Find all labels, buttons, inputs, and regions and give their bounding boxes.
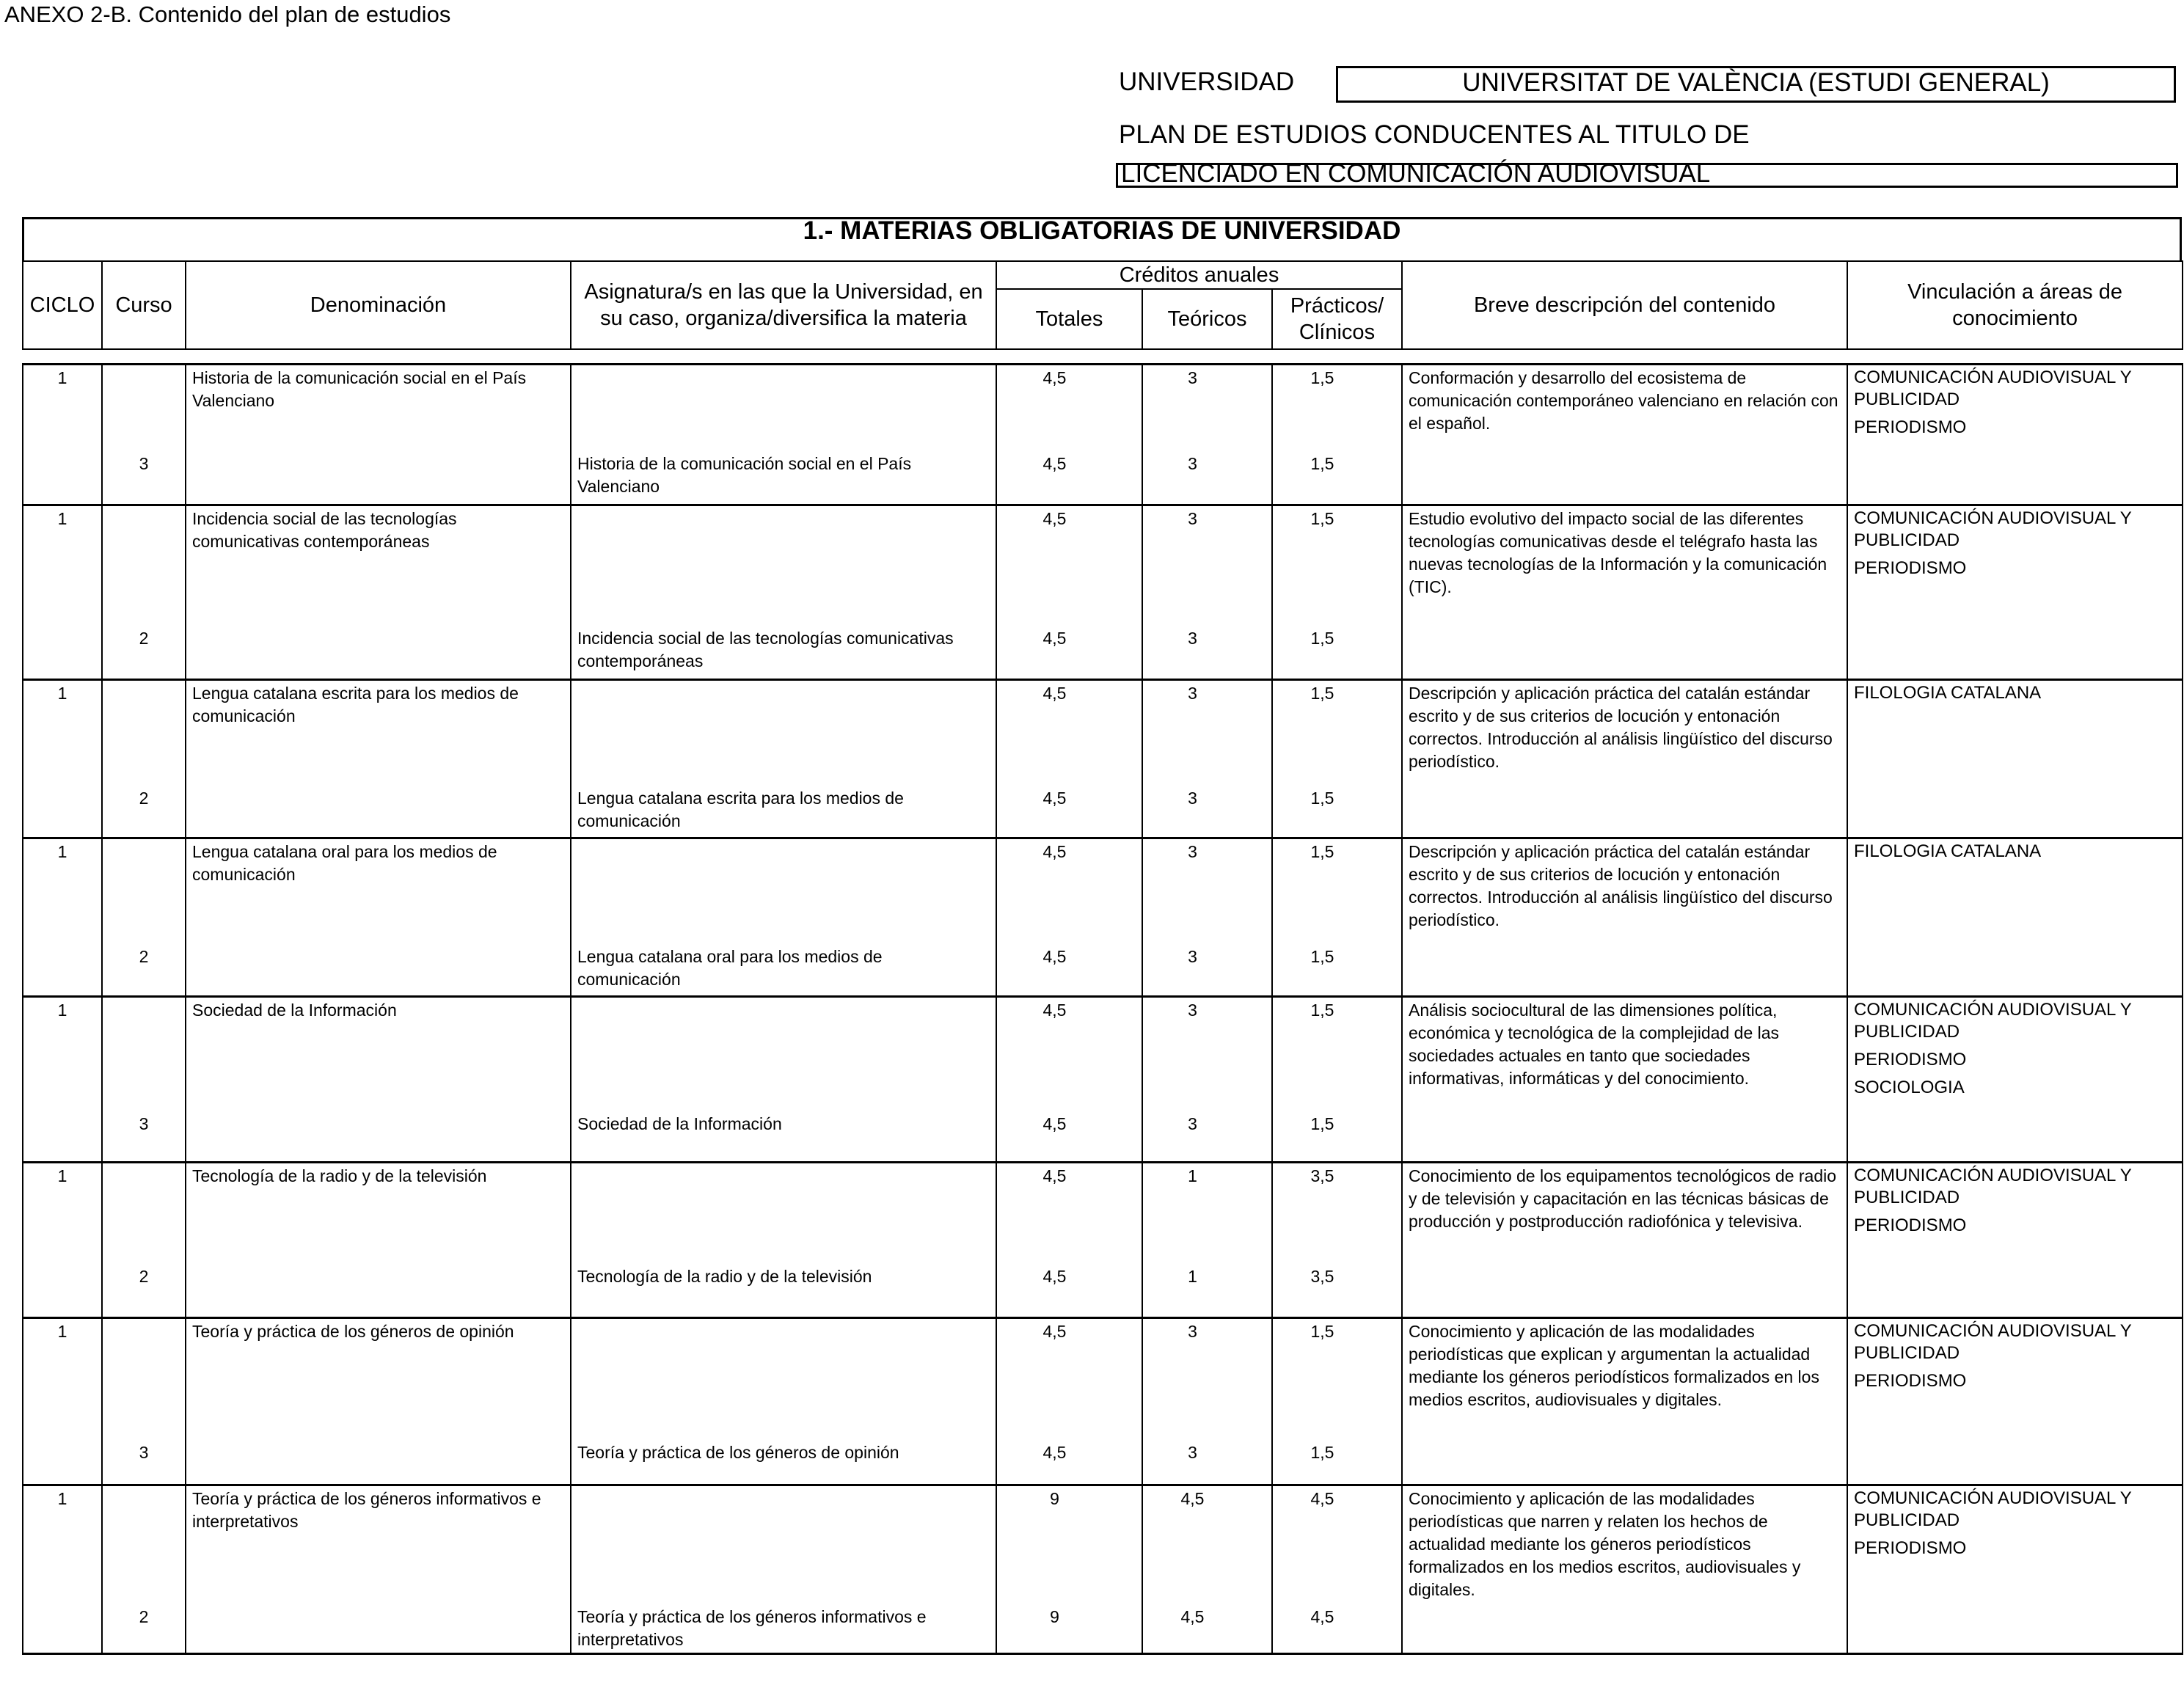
curso-cell: 2: [102, 626, 186, 680]
teoricos-cell: 3: [1142, 786, 1272, 838]
asignatura-cell: [571, 1485, 996, 1604]
areas-cell: [1847, 786, 2183, 838]
curso-cell: [102, 505, 186, 626]
asignatura-cell: Lengua catalana oral para los medios de comunicación: [571, 944, 996, 997]
ciclo-cell: [23, 1440, 102, 1485]
teoricos-cell: 3: [1142, 680, 1272, 786]
totales-cell: 4,5: [996, 1318, 1142, 1440]
col-totales: Totales: [996, 289, 1142, 349]
totales-cell: 4,5: [996, 626, 1142, 680]
titulo-value: LICENCIADO EN COMUNICACIÓN AUDIOVISUAL: [1116, 163, 2178, 188]
asignatura-cell: Incidencia social de las tecnologías comunicativas contemporáneas: [571, 626, 996, 680]
area-item: COMUNICACIÓN AUDIOVISUAL Y PUBLICIDAD: [1854, 508, 2132, 550]
col-asignatura: Asignatura/s en las que la Universidad, en su caso, organiza/diversifica la materia: [571, 261, 996, 349]
areas-cell: [1847, 451, 2183, 505]
ciclo-cell: [23, 451, 102, 505]
col-teoricos: Teóricos: [1142, 289, 1272, 349]
denominacion-cell: [186, 626, 571, 680]
totales-cell: 4,5: [996, 1163, 1142, 1264]
areas-cell: [1847, 505, 2183, 626]
col-practicos: Prácticos/ Clínicos: [1272, 289, 1402, 349]
teoricos-cell: 4,5: [1142, 1485, 1272, 1604]
practicos-cell: 1,5: [1272, 365, 1402, 451]
totales-cell: 4,5: [996, 451, 1142, 505]
area-item: COMUNICACIÓN AUDIOVISUAL Y PUBLICIDAD: [1854, 1488, 2132, 1530]
teoricos-cell: 3: [1142, 838, 1272, 944]
universidad-label: UNIVERSIDAD: [1119, 67, 1295, 96]
denominacion-cell: [186, 451, 571, 505]
ciclo-cell: 1: [23, 505, 102, 626]
col-descripcion: Breve descripción del contenido: [1402, 261, 1847, 349]
practicos-cell: 1,5: [1272, 944, 1402, 997]
asignatura-cell: Teoría y práctica de los géneros de opinión: [571, 1440, 996, 1485]
descripcion-cell: [1402, 1440, 1847, 1485]
teoricos-cell: 3: [1142, 365, 1272, 451]
totales-cell: 4,5: [996, 505, 1142, 626]
asignatura-cell: [571, 680, 996, 786]
col-creditos: Créditos anuales: [996, 261, 1402, 289]
ciclo-cell: [23, 1264, 102, 1318]
teoricos-cell: 3: [1142, 997, 1272, 1111]
denominacion-cell: [186, 944, 571, 997]
practicos-cell: 1,5: [1272, 838, 1402, 944]
curso-cell: 2: [102, 944, 186, 997]
area-item: SOCIOLOGIA: [1854, 1078, 1965, 1097]
totales-cell: 4,5: [996, 838, 1142, 944]
curso-cell: [102, 365, 186, 451]
totales-cell: 4,5: [996, 786, 1142, 838]
asignatura-cell: [571, 997, 996, 1111]
asignatura-cell: Lengua catalana escrita para los medios de comunicación: [571, 786, 996, 838]
asignatura-cell: Tecnología de la radio y de la televisión: [571, 1264, 996, 1318]
totales-cell: 9: [996, 1485, 1142, 1604]
practicos-cell: 1,5: [1272, 1111, 1402, 1163]
descripcion-cell: [1402, 1604, 1847, 1654]
denominacion-cell: [186, 1111, 571, 1163]
table-row: [23, 1440, 2183, 1485]
denominacion-cell: [186, 1440, 571, 1485]
areas-cell: [1847, 944, 2183, 997]
col-ciclo: CICLO: [23, 261, 102, 349]
practicos-cell: 1,5: [1272, 626, 1402, 680]
ciclo-cell: 1: [23, 1163, 102, 1264]
areas-cell: [1847, 838, 2183, 944]
curso-cell: 2: [102, 786, 186, 838]
teoricos-cell: 1: [1142, 1163, 1272, 1264]
curso-cell: [102, 680, 186, 786]
descripcion-cell: Descripción y aplicación práctica del catalán estándar escrito y de sus criterios de locución y entonación correctos. Introducción al análisis lingüístico del discurso periodístico.: [1402, 838, 1847, 944]
practicos-cell: 3,5: [1272, 1163, 1402, 1264]
totales-cell: 4,5: [996, 1111, 1142, 1163]
col-curso: Curso: [102, 261, 186, 349]
table-header: [22, 260, 2183, 350]
denominacion-cell: Lengua catalana oral para los medios de comunicación: [186, 838, 571, 944]
area-item: PERIODISMO: [1854, 417, 1967, 437]
practicos-cell: 3,5: [1272, 1264, 1402, 1318]
col-vinculacion: Vinculación a áreas de conocimiento: [1847, 261, 2183, 349]
area-item: PERIODISMO: [1854, 1538, 1967, 1558]
descripcion-cell: Conformación y desarrollo del ecosistema de comunicación contemporáneo valenciano en relación con el español.: [1402, 365, 1847, 451]
areas-cell: [1847, 1440, 2183, 1485]
table-row: [23, 1318, 2183, 1440]
teoricos-cell: 3: [1142, 1440, 1272, 1485]
teoricos-cell: 3: [1142, 451, 1272, 505]
descripcion-cell: [1402, 786, 1847, 838]
practicos-cell: 1,5: [1272, 1318, 1402, 1440]
ciclo-cell: [23, 1111, 102, 1163]
practicos-cell: 1,5: [1272, 1440, 1402, 1485]
practicos-cell: 1,5: [1272, 451, 1402, 505]
curso-cell: 2: [102, 1604, 186, 1654]
area-item: COMUNICACIÓN AUDIOVISUAL Y PUBLICIDAD: [1854, 368, 2132, 409]
descripcion-cell: Estudio evolutivo del impacto social de las diferentes tecnologías comunicativas desde el telégrafo hasta las nuevas tecnologías de la Información y la comunicación (TIC).: [1402, 505, 1847, 626]
area-item: PERIODISMO: [1854, 558, 1967, 578]
ciclo-cell: 1: [23, 365, 102, 451]
asignatura-cell: [571, 365, 996, 451]
teoricos-cell: 3: [1142, 1111, 1272, 1163]
annex-title: ANEXO 2-B. Contenido del plan de estudios: [4, 1, 451, 27]
descripcion-cell: Descripción y aplicación práctica del catalán estándar escrito y de sus criterios de locución y entonación correctos. Introducción al análisis lingüístico del discurso periodístico.: [1402, 680, 1847, 786]
areas-cell: [1847, 1604, 2183, 1654]
denominacion-cell: Historia de la comunicación social en el País Valenciano: [186, 365, 571, 451]
teoricos-cell: 3: [1142, 626, 1272, 680]
ciclo-cell: [23, 1604, 102, 1654]
teoricos-cell: 3: [1142, 505, 1272, 626]
table-row: [23, 1163, 2183, 1264]
denominacion-cell: Tecnología de la radio y de la televisión: [186, 1163, 571, 1264]
totales-cell: 4,5: [996, 944, 1142, 997]
asignatura-cell: [571, 838, 996, 944]
descripcion-cell: [1402, 944, 1847, 997]
practicos-cell: 4,5: [1272, 1485, 1402, 1604]
totales-cell: 4,5: [996, 365, 1142, 451]
area-item: COMUNICACIÓN AUDIOVISUAL Y PUBLICIDAD: [1854, 1321, 2132, 1363]
universidad-value: UNIVERSITAT DE VALÈNCIA (ESTUDI GENERAL): [1336, 66, 2176, 103]
denominacion-cell: [186, 1264, 571, 1318]
descripcion-cell: Conocimiento de los equipamentos tecnológicos de radio y de televisión y capacitación en las técnicas básicas de producción y postproducción radiofónica y televisiva.: [1402, 1163, 1847, 1264]
areas-cell: [1847, 626, 2183, 680]
areas-cell: [1847, 1111, 2183, 1163]
curso-cell: 3: [102, 1111, 186, 1163]
area-item: PERIODISMO: [1854, 1215, 1967, 1235]
plan-label: PLAN DE ESTUDIOS CONDUCENTES AL TITULO DE: [1119, 120, 1750, 149]
asignatura-cell: [571, 505, 996, 626]
asignatura-cell: Sociedad de la Información: [571, 1111, 996, 1163]
table-row: [23, 1111, 2183, 1163]
descripcion-cell: Análisis sociocultural de las dimensiones política, económica y tecnológica de la complejidad de las sociedades actuales en tanto que sociedades informativas, informáticas y del conocimiento.: [1402, 997, 1847, 1111]
teoricos-cell: 1: [1142, 1264, 1272, 1318]
table-row: [23, 1264, 2183, 1318]
ciclo-cell: 1: [23, 997, 102, 1111]
totales-cell: 4,5: [996, 1264, 1142, 1318]
descripcion-cell: [1402, 626, 1847, 680]
totales-cell: 4,5: [996, 1440, 1142, 1485]
table-row: [23, 1485, 2183, 1604]
asignatura-cell: Historia de la comunicación social en el País Valenciano: [571, 451, 996, 505]
denominacion-cell: Sociedad de la Información: [186, 997, 571, 1111]
ciclo-cell: [23, 786, 102, 838]
areas-cell: [1847, 997, 2183, 1111]
denominacion-cell: Lengua catalana escrita para los medios de comunicación: [186, 680, 571, 786]
areas-cell: [1847, 1163, 2183, 1264]
practicos-cell: 1,5: [1272, 505, 1402, 626]
curso-cell: 2: [102, 1264, 186, 1318]
ciclo-cell: 1: [23, 1485, 102, 1604]
asignatura-cell: [571, 1318, 996, 1440]
descripcion-cell: [1402, 451, 1847, 505]
practicos-cell: 1,5: [1272, 786, 1402, 838]
area-item: COMUNICACIÓN AUDIOVISUAL Y PUBLICIDAD: [1854, 1000, 2132, 1042]
descripcion-cell: [1402, 1264, 1847, 1318]
denominacion-cell: Incidencia social de las tecnologías comunicativas contemporáneas: [186, 505, 571, 626]
section-title: 1.- MATERIAS OBLIGATORIAS DE UNIVERSIDAD: [22, 217, 2182, 261]
descripcion-cell: [1402, 1111, 1847, 1163]
table-row: [23, 944, 2183, 997]
totales-cell: 4,5: [996, 680, 1142, 786]
asignatura-cell: Teoría y práctica de los géneros informativos e interpretativos: [571, 1604, 996, 1654]
area-item: FILOLOGIA CATALANA: [1854, 841, 2042, 861]
totales-cell: 4,5: [996, 997, 1142, 1111]
curso-cell: 3: [102, 1440, 186, 1485]
ciclo-cell: 1: [23, 680, 102, 786]
denominacion-cell: Teoría y práctica de los géneros de opinión: [186, 1318, 571, 1440]
curso-cell: [102, 1163, 186, 1264]
areas-cell: [1847, 680, 2183, 786]
col-denominacion: Denominación: [186, 261, 571, 349]
areas-cell: [1847, 1485, 2183, 1604]
practicos-cell: 1,5: [1272, 997, 1402, 1111]
descripcion-cell: Conocimiento y aplicación de las modalidades periodísticas que narren y relaten los hechos de actualidad mediante los géneros periodísticos formalizados en los medios escritos, audiovisuales y digitales.: [1402, 1485, 1847, 1604]
curso-cell: [102, 838, 186, 944]
teoricos-cell: 3: [1142, 1318, 1272, 1440]
practicos-cell: 1,5: [1272, 680, 1402, 786]
curso-cell: [102, 1485, 186, 1604]
practicos-cell: 4,5: [1272, 1604, 1402, 1654]
table-row: [23, 838, 2183, 944]
area-item: PERIODISMO: [1854, 1050, 1967, 1069]
denominacion-cell: [186, 1604, 571, 1654]
ciclo-cell: 1: [23, 1318, 102, 1440]
table-row: [23, 997, 2183, 1111]
areas-cell: [1847, 1318, 2183, 1440]
table-row: [23, 786, 2183, 838]
ciclo-cell: 1: [23, 838, 102, 944]
ciclo-cell: [23, 626, 102, 680]
descripcion-cell: Conocimiento y aplicación de las modalidades periodísticas que explican y argumentan la actualidad mediante los géneros periodísticos formalizados en los medios escritos, audiovisuales y digitales.: [1402, 1318, 1847, 1440]
denominacion-cell: [186, 786, 571, 838]
denominacion-cell: Teoría y práctica de los géneros informativos e interpretativos: [186, 1485, 571, 1604]
table-row: [23, 365, 2183, 451]
ciclo-cell: [23, 944, 102, 997]
table-row: [23, 680, 2183, 786]
area-item: FILOLOGIA CATALANA: [1854, 683, 2042, 703]
area-item: COMUNICACIÓN AUDIOVISUAL Y PUBLICIDAD: [1854, 1166, 2132, 1207]
table-row: [23, 505, 2183, 626]
table-row: [23, 451, 2183, 505]
curso-cell: 3: [102, 451, 186, 505]
table-row: [23, 626, 2183, 680]
curso-cell: [102, 997, 186, 1111]
materias-table: [22, 363, 2183, 1655]
teoricos-cell: 4,5: [1142, 1604, 1272, 1654]
asignatura-cell: [571, 1163, 996, 1264]
area-item: PERIODISMO: [1854, 1371, 1967, 1391]
areas-cell: [1847, 365, 2183, 451]
areas-cell: [1847, 1264, 2183, 1318]
teoricos-cell: 3: [1142, 944, 1272, 997]
totales-cell: 9: [996, 1604, 1142, 1654]
curso-cell: [102, 1318, 186, 1440]
table-row: [23, 1604, 2183, 1654]
